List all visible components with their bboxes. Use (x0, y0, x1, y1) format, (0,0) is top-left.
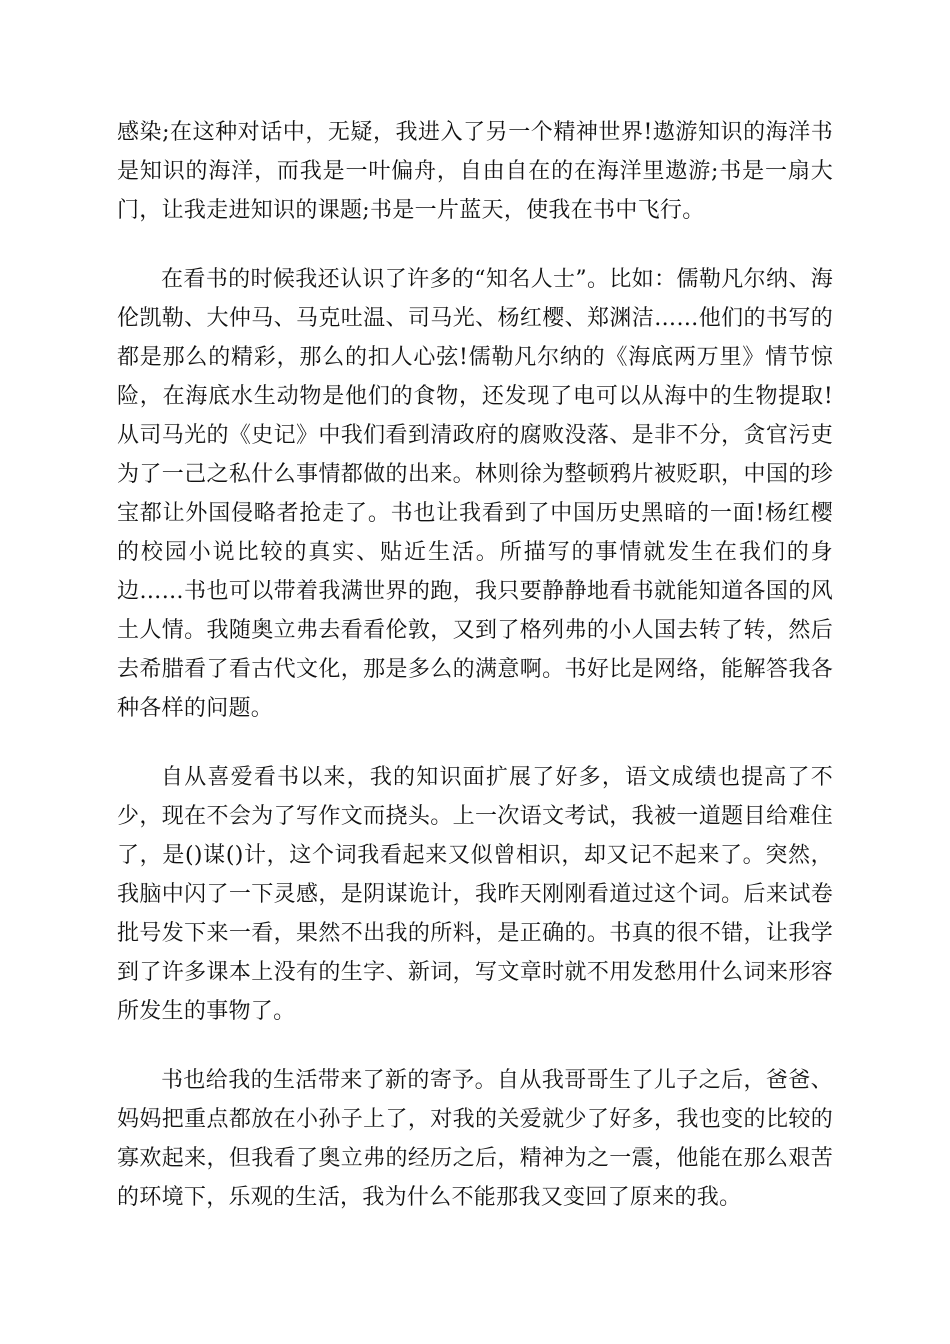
document-body (117, 113, 833, 1247)
paragraph-1: 感染;在这种对话中，无疑，我进入了另一个精神世界!遨游知识的海洋书是知识的海洋，而我是一叶偏舟，自由自在的在海洋里遨游;书是一扇大门，让我走进知识的课题;书是一片蓝天，使我在书中飞行。 (117, 120, 833, 223)
paragraph-4: 书也给我的生活带来了新的寄予。自从我哥哥生了儿子之后，爸爸、妈妈把重点都放在小孙子上了，对我的关爱就少了好多，我也变的比较的寡欢起来，但我看了奥立弗的经历之后，精神为之一震，他能在那么艰苦的环境下，乐观的生活，我为什么不能那我又变回了原来的我。 (117, 1068, 833, 1210)
paragraph-2: 在看书的时候我还认识了许多的“知名人士”。比如：儒勒凡尔纳、海伦凯勒、大仲马、马克吐温、司马光、杨红樱、郑渊洁……他们的书写的都是那么的精彩，那么的扣人心弦!儒勒凡尔纳的《海底两万里》情节惊险，在海底水生动物是他们的食物，还发现了电可以从海中的生物提取!从司马光的《史记》中我们看到清政府的腐败没落、是非不分，贪官污吏为了一己之私什么事情都做的出来。林则徐为整顿鸦片被贬职，中国的珍宝都让外国侵略者抢走了。书也让我看到了中国历史黑暗的一面!杨红樱的校园小说比较的真实、贴近生活。所描写的事情就发生在我们的身边……书也可以带着我满世界的跑，我只要静静地看书就能知道各国的风土人情。我随奥立弗去看看伦敦，又到了格列弗的小人国去转了转，然后去希腊看了看古代文化，那是多么的满意啊。书好比是网络，能解答我各种各样的问题。 (117, 267, 833, 721)
paragraph-3: 自从喜爱看书以来，我的知识面扩展了好多，语文成绩也提高了不少，现在不会为了写作文而挠头。上一次语文考试，我被一道题目给难住了，是()谋()计，这个词我看起来又似曾相识，却又记不起来了。突然，我脑中闪了一下灵感，是阴谋诡计，我昨天刚刚看道过这个词。后来试卷批号发下来一看，果然不出我的所料，是正确的。书真的很不错，让我学到了许多课本上没有的生字、新词，写文章时就不用发愁用什么词来形容所发生的事物了。 (117, 765, 833, 1024)
